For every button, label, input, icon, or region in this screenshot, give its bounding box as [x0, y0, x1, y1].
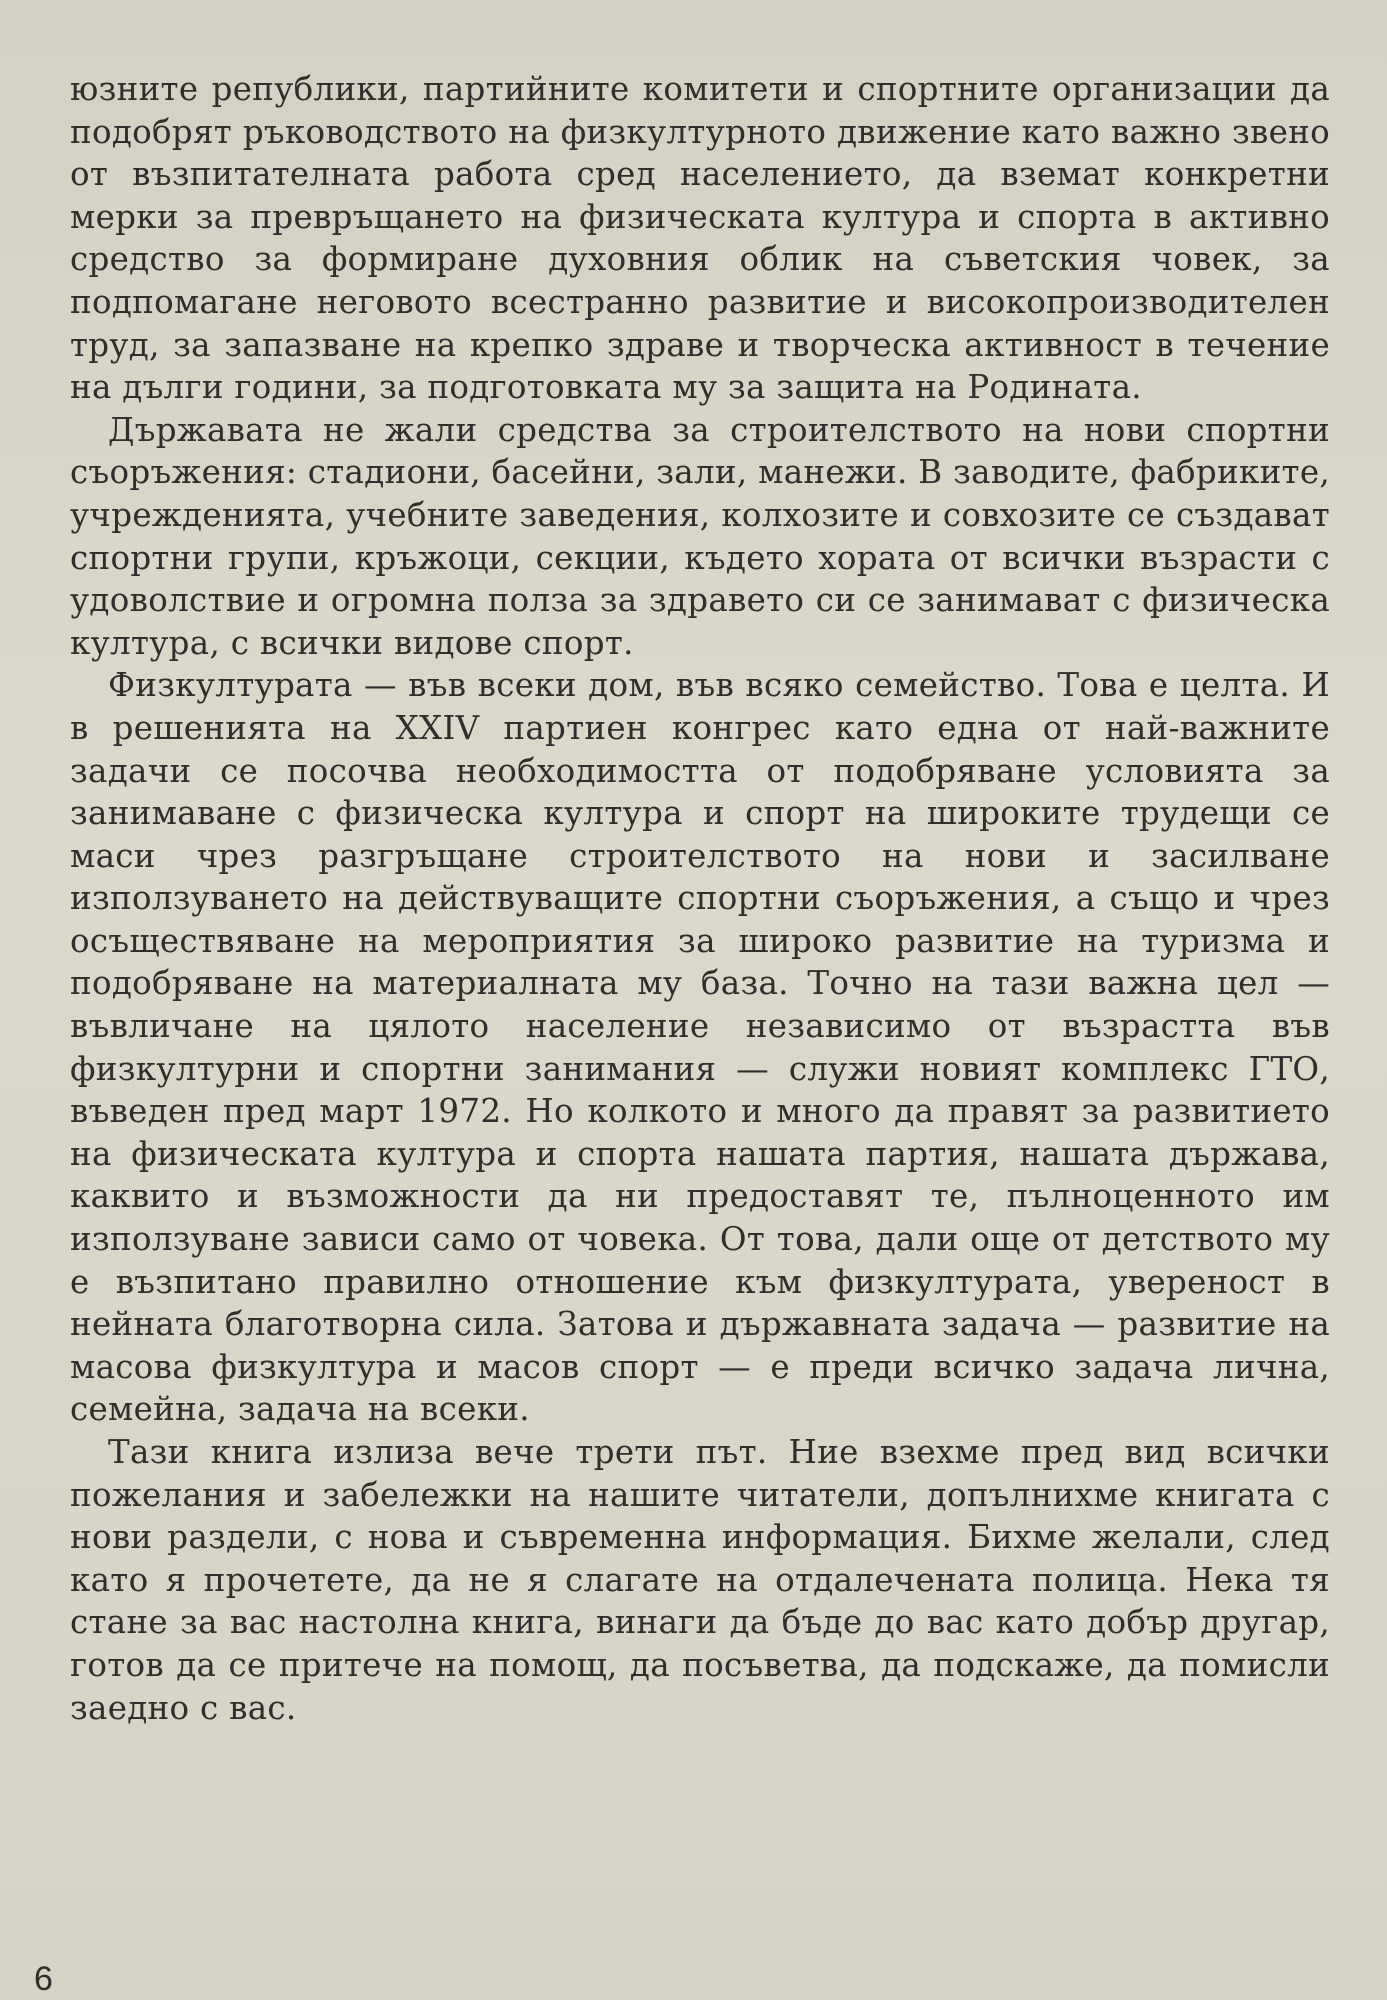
paragraph-3: Физкултурата — във всеки дом, във всяко семейство. Това е целта. И в решенията на XXIV партиен конгрес като една от най-важните задачи се посочва необходимостта от подобряване условията за занимаване с физическа култура и спорт на широките трудещи се маси чрез разгръщане строителството на нови и засилване използуването на действуващите спортни съоръжения, а също и чрез осъществяване на мероприятия за широко развитие на туризма и подобряване на материалната му база. Точно на тази важна цел — въвличане на цялото население независимо от възрастта във физкултурни и спортни занимания — служи новият комплекс ГТО, въведен пред март 1972. Но колкото и много да правят за развитието на физическата култура и спорта нашата партия, нашата държава, каквито и възможности да ни предоставят те, пълноценното им използуване зависи само от човека. От това, дали още от детството му е възпитано правилно отношение към физкултурата, увереност в нейната благотворна сила. Затова и държавната задача — развитие на масова физкултура и масов спорт — е преди всичко задача лична, семейна, задача на всеки.	[70, 666, 1330, 1429]
paragraph-1: юзните републики, партийните комитети и спортните организации да подобрят ръководството на физкултурното движение като важно звено от възпитателната работа сред населението, да вземат конкретни мерки за превръщането на физическата култура и спорта в активно средство за формиране духовния облик на съветския човек, за подпомагане неговото всестранно развитие и високопроизводителен труд, за запазване на крепко здраве и творческа активност в течение на дълги години, за подготовката му за защита на Родината.	[70, 70, 1330, 407]
paragraph-4: Тази книга излиза вече трети път. Ние взехме пред вид всички пожелания и забележки на нашите читатели, допълнихме книгата с нови раздели, с нова и съвременна информация. Бихме желали, след като я прочетете, да не я слагате на отдалечената полица. Нека тя стане за вас настолна книга, винаги да бъде до вас като добър другар, готов да се притече на помощ, да посъветва, да подскаже, да помисли заедно с вас.	[70, 1433, 1330, 1727]
page-number: 6	[34, 1960, 53, 1998]
body-text	[70, 68, 1330, 1729]
paragraph-2: Държавата не жали средства за строителството на нови спортни съоръжения: стадиони, басейни, зали, манежи. В заводите, фабриките, учрежденията, учебните заведения, колхозите и совхозите се създават спортни групи, кръжоци, секции, където хората от всички възрасти с удоволствие и огромна полза за здравето си се занимават с физическа култура, с всички видове спорт.	[70, 410, 1331, 662]
